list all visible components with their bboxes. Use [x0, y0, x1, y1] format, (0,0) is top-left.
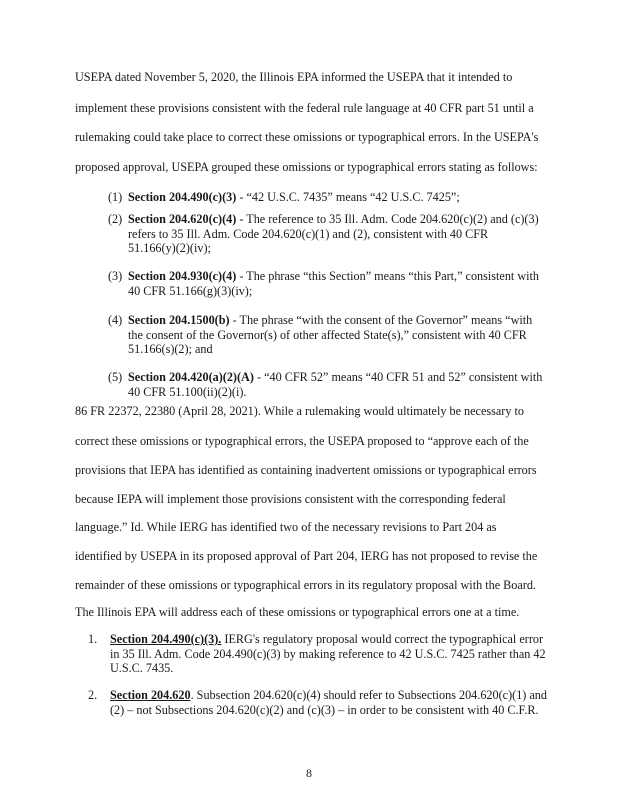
intro-line: implement these provisions consistent with the federal rule language at 40 CFR part 51 until a [75, 101, 534, 115]
quoted-item [108, 212, 554, 256]
intro-line: proposed approval, USEPA grouped these omissions or typographical errors stating as follows: [75, 160, 538, 174]
item-text: - The phrase “with the consent of the Governor” means “with [229, 313, 533, 327]
section-ref: Section 204.490(c)(3). [110, 632, 222, 646]
quoted-item [108, 370, 554, 399]
section-ref: Section 204.420(a)(2)(A) [128, 370, 254, 384]
body-line: correct these omissions or typographical errors, the USEPA proposed to “approve each of the [75, 434, 529, 448]
item-text: 40 CFR 51.100(ii)(2)(i). [128, 384, 247, 399]
item-text: 40 CFR 51.166(g)(3)(iv); [128, 283, 253, 298]
numbered-item [88, 632, 554, 676]
intro-line: rulemaking could take place to correct these omissions or typographical errors. In the USEPA's [75, 130, 539, 144]
body-line: because IEPA will implement those provisions consistent with the corresponding federal [75, 492, 506, 506]
quoted-item [108, 313, 554, 357]
item-text: in 35 Ill. Adm. Code 204.490(c)(3) by making reference to 42 U.S.C. 7425 rather than 42 [110, 646, 546, 661]
item-number: (1) [108, 190, 123, 204]
item-text: refers to 35 Ill. Adm. Code 204.620(c)(1) and (2), consistent with 40 CFR [128, 226, 489, 241]
item-text: - “42 U.S.C. 7435” means “42 U.S.C. 7425”; [236, 190, 460, 204]
section-ref: Section 204.490(c)(3) [128, 190, 237, 204]
item-number: (4) [108, 313, 123, 327]
body-line: provisions that IEPA has identified as containing inadvertent omissions or typographical errors [75, 463, 537, 477]
item-text: - The reference to 35 Ill. Adm. Code 204.620(c)(2) and (c)(3) [236, 212, 539, 226]
item-text: 51.166(s)(2); and [128, 342, 213, 356]
body-line: remainder of these omissions or typographical errors in its regulatory proposal with the Board. [75, 578, 536, 592]
item-text: (2) – not Subsections 204.620(c)(2) and (c)(3) – in order to be consistent with 40 C.F.R. [110, 702, 539, 717]
item-text: - “40 CFR 52” means “40 CFR 51 and 52” consistent with [253, 370, 543, 384]
quoted-item [108, 190, 554, 205]
numbered-item [88, 688, 554, 717]
item-text: . Subsection 204.620(c)(4) should refer to Subsections 204.620(c)(1) and [190, 688, 547, 702]
body-line: 86 FR 22372, 22380 (April 28, 2021). While a rulemaking would ultimately be necessary to [75, 404, 524, 418]
item-text: 51.166(y)(2)(iv); [128, 241, 211, 255]
item-number: 1. [88, 632, 98, 646]
item-text: the consent of the Governor(s) of other affected State(s),” consistent with 40 CFR [128, 327, 527, 342]
body-line: identified by USEPA in its proposed approval of Part 204, IERG has not proposed to revise the [75, 549, 538, 563]
item-number: (2) [108, 212, 123, 226]
item-number: (5) [108, 370, 123, 384]
item-text: - The phrase “this Section” means “this Part,” consistent with [236, 269, 540, 283]
section-ref: Section 204.620 [110, 688, 191, 702]
item-number: 2. [88, 688, 98, 702]
section-ref: Section 204.620(c)(4) [128, 212, 237, 226]
item-text: IERG's regulatory proposal would correct the typographical error [221, 632, 544, 646]
intro-line: USEPA dated November 5, 2020, the Illinois EPA informed the USEPA that it intended to [75, 70, 513, 84]
body-line: The Illinois EPA will address each of these omissions or typographical errors one at a time. [75, 605, 520, 619]
item-number: (3) [108, 269, 123, 283]
page-number: 8 [306, 766, 312, 780]
section-ref: Section 204.930(c)(4) [128, 269, 237, 283]
quoted-item [108, 269, 554, 298]
body-line: language.” Id. While IERG has identified two of the necessary revisions to Part 204 as [75, 520, 497, 534]
item-text: U.S.C. 7435. [110, 661, 174, 675]
section-ref: Section 204.1500(b) [128, 313, 230, 327]
